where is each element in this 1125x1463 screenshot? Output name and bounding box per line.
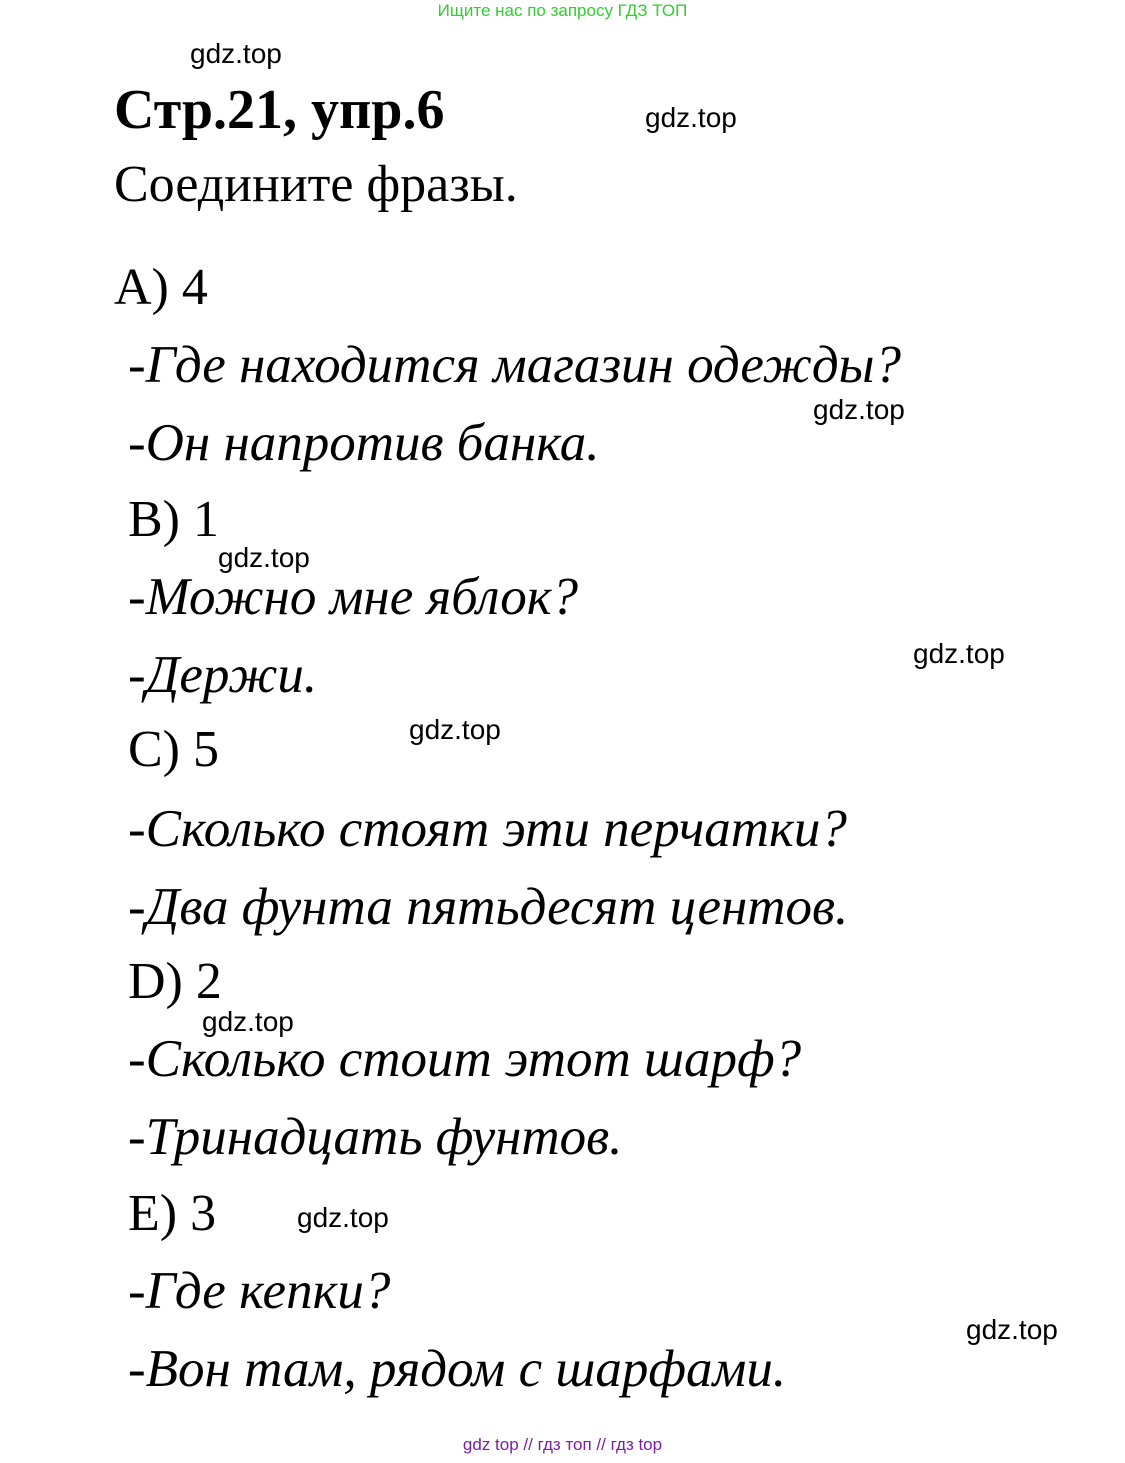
page-title: Стр.21, упр.6 (114, 79, 445, 141)
answer-label-b: B) 1 (128, 491, 219, 548)
instruction-text: Соедините фразы. (114, 156, 518, 213)
answer-label-c: C) 5 (128, 721, 219, 778)
dialogue-line-d1: -Сколько стоит этот шарф? (128, 1030, 802, 1088)
dialogue-line-d2: -Тринадцать фунтов. (128, 1108, 623, 1166)
watermark: gdz.top (190, 38, 282, 69)
watermark: gdz.top (645, 102, 737, 133)
dialogue-line-c1: -Сколько стоят эти перчатки? (128, 800, 847, 858)
dialogue-line-b2: -Держи. (128, 646, 318, 704)
answer-label-d: D) 2 (128, 953, 222, 1010)
footer-links: gdz top // гдз топ // гдз top (462, 1435, 663, 1454)
dialogue-line-c2: -Два фунта пятьдесят центов. (128, 878, 849, 936)
dialogue-line-a1: -Где находится магазин одежды? (128, 336, 902, 394)
watermark: gdz.top (813, 394, 905, 425)
dialogue-line-a2: -Он напротив банка. (128, 414, 600, 472)
dialogue-line-e2: -Вон там, рядом с шарфами. (128, 1340, 787, 1398)
watermark: gdz.top (966, 1314, 1058, 1345)
top-banner: Ищите нас по запросу ГДЗ ТОП (437, 1, 688, 20)
watermark: gdz.top (409, 714, 501, 745)
watermark: gdz.top (913, 638, 1005, 669)
dialogue-line-b1: -Можно мне яблок? (128, 568, 578, 626)
answer-label-a: A) 4 (114, 259, 208, 316)
answer-label-e: E) 3 (128, 1185, 217, 1242)
dialogue-line-e1: -Где кепки? (128, 1262, 391, 1320)
watermark: gdz.top (202, 1006, 294, 1037)
watermark: gdz.top (218, 542, 310, 573)
watermark: gdz.top (297, 1202, 389, 1233)
